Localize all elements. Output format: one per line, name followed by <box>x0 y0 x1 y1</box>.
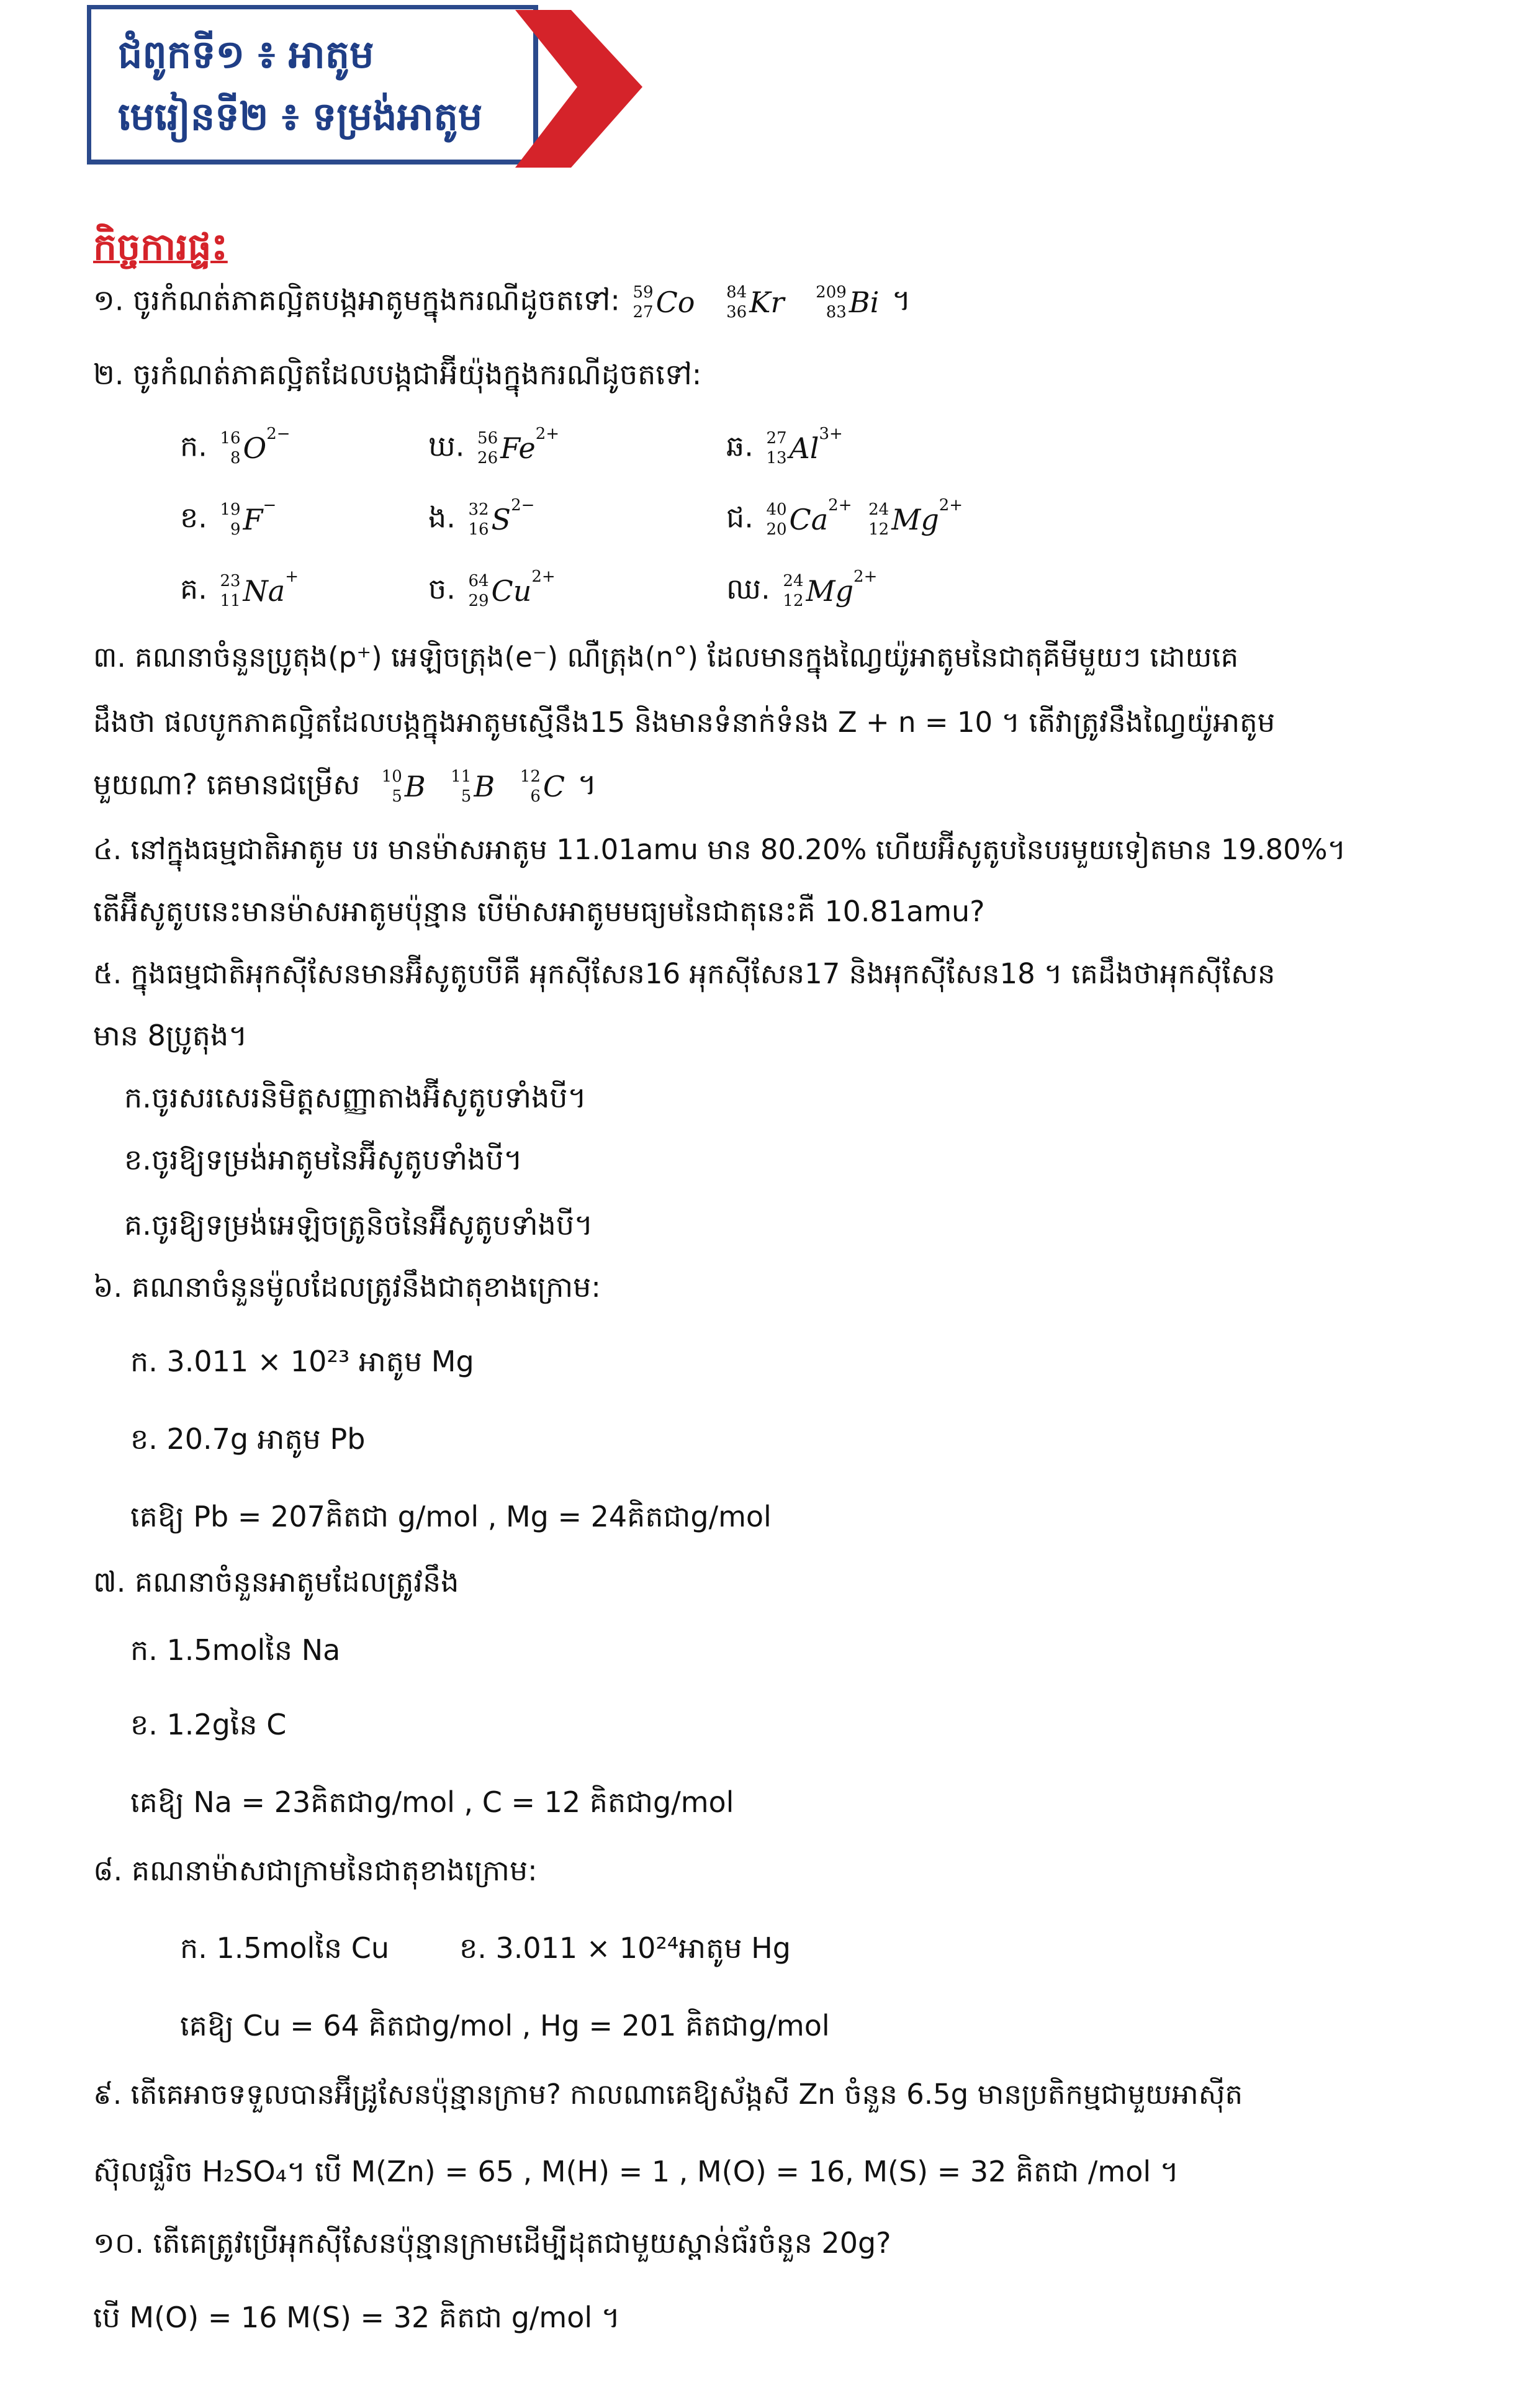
question-5-line-1: ៥. ក្នុងធម្មជាតិអុកស៊ីសែនមានអ៊ីសូតូបបីគឺ អុកស៊ីសែន16 អុកស៊ីសែន17 និងអុកស៊ីសែន18 ។ គេដឹងថាអុកស៊ីសែន <box>93 957 1276 990</box>
question-3-line-1: ៣. គណនាចំនួនប្រូតុង(p⁺) អេឡិចត្រុង(e⁻) ណឺត្រុង(n°) ដែលមានក្នុងណ្វៃយ៉ូអាតូមនៃជាតុគីមីមួយៗ ដោយគេ <box>93 641 1239 674</box>
question-7-a: ក. 1.5molនៃ Na <box>130 1633 341 1667</box>
question-6-b: ខ. 20.7g អាតូម Pb <box>130 1422 366 1456</box>
option-item: ខ. 19 9 F − <box>180 496 277 539</box>
option-item: ជ. 40 20 Ca 2+ 24 12 Mg 2+ <box>726 496 963 539</box>
question-7: ៧. គណនាចំនួនអាតូមដែលត្រូវនឹង <box>93 1565 459 1599</box>
option-item: ឈ. 24 12 Mg 2+ <box>726 567 878 610</box>
homework-heading: កិច្ចការផ្ទះ <box>93 225 228 269</box>
question-5-a: ក.ចូរសរសេរនិមិត្តសញ្ញាតាងអ៊ីសូតូបទាំងបី។ <box>124 1081 587 1114</box>
question-10-line-2: បើ M(O) = 16 M(S) = 32 គិតជា g/mol ។ <box>93 2301 621 2334</box>
question-4-line-2: តើអ៊ីសូតូបនេះមានម៉ាសអាតូមប៉ុន្មាន បើម៉ាសអាតូមមធ្យមនៃជាតុនេះគឺ 10.81amu? <box>93 895 985 928</box>
question-5-line-2: មាន 8ប្រូតុង។ <box>93 1019 248 1052</box>
question-6-given: គេឱ្យ Pb = 207គិតជា g/mol , Mg = 24គិតជាg/mol <box>130 1500 772 1533</box>
question-7-b: ខ. 1.2gនៃ C <box>130 1708 287 1741</box>
question-6-a: ក. 3.011 × 10²³ អាតូម Mg <box>130 1345 474 1378</box>
question-9-line-2: ស៊ុលផួរិច H₂SO₄។ បើ M(Zn) = 65 , M(H) = 1 , M(O) = 16, M(S) = 32 គិតជា /mol ។ <box>93 2155 1179 2188</box>
option-item: គ. 23 11 Na + <box>180 567 299 610</box>
option-item: ឃ. 56 26 Fe 2+ <box>428 425 560 467</box>
question-2: ២. ចូរកំណត់ភាគល្អិតដែលបង្កជាអ៊ីយ៉ុងក្នុងករណីដូចតទៅ: <box>93 358 702 391</box>
nuclide: 84 36 Kr <box>726 283 785 322</box>
question-10-line-1: ១០. តើគេត្រូវប្រើអុកស៊ីសែនប៉ុន្មានក្រាមដើម្បីដុតជាមួយស្ពាន់ធ័រចំនួន 20g? <box>93 2226 891 2260</box>
question-8: ៨. គណនាម៉ាសជាក្រាមនៃជាតុខាងក្រោម: <box>93 1854 538 1887</box>
chapter-title: ជំពូកទី១ ៖ អាតូម <box>118 32 374 77</box>
question-8-b: ខ. 3.011 × 10²⁴អាតូម Hg <box>459 1931 791 1965</box>
question-1-text: ១. ចូរកំណត់ភាគល្អិតបង្កអាតូមក្នុងករណីដូចតទៅ: <box>93 283 620 317</box>
lesson-title: មេរៀនទី២ ៖ ទម្រង់អាតូម <box>118 94 483 139</box>
question-6: ៦. គណនាចំនួនម៉ូលដែលត្រូវនឹងជាតុខាងក្រោម: <box>93 1270 601 1304</box>
option-item: ឆ. 27 13 Al 3+ <box>726 425 843 467</box>
option-item: ច. 64 29 Cu 2+ <box>428 567 556 610</box>
question-1: ១. ចូរកំណត់ភាគល្អិតបង្កអាតូមក្នុងករណីដូចតទៅ: 59 27 Co 84 36 Kr 209 83 Bi ។ <box>93 283 911 322</box>
question-4-line-1: ៤. នៅក្នុងធម្មជាតិអាតូម បរ មានម៉ាសអាតូម 11.01amu មាន 80.20% ហើយអ៊ីសូតូបនៃបរមួយទៀតមាន 19.80%។ <box>93 833 1346 866</box>
question-3-line-3: មួយណា? គេមានជម្រើស 10 5 B 11 5 B 12 6 C ។ <box>93 767 597 806</box>
question-5-c: គ.ចូរឱ្យទម្រង់អេឡិចត្រូនិចនៃអ៊ីសូតូបទាំងបី។ <box>124 1208 593 1242</box>
question-8-given: គេឱ្យ Cu = 64 គិតជាg/mol , Hg = 201 គិតជាg/mol <box>180 2009 830 2042</box>
option-item: ក. 16 8 O 2− <box>180 425 290 467</box>
nuclide: 59 27 Co <box>633 283 695 322</box>
banner-text <box>118 24 482 148</box>
question-3-line-2: ដឹងថា ផលបូកភាគល្អិតដែលបង្កក្នុងអាតូមស្មើនឹង15 និងមានទំនាក់ទំនង Z + n = 10 ។ តើវាត្រូវនឹងណ្វៃយ៉ូអាតូម <box>93 706 1276 739</box>
question-8-a: ក. 1.5molនៃ Cu <box>180 1931 390 1965</box>
question-9-line-1: ៩. តើគេអាចទទួលបានអ៊ីដ្រូសែនប៉ុន្មានក្រាម? កាលណាគេឱ្យស័ង្កសី Zn ចំនួន 6.5g មានប្រតិកម្មជាមួយអាស៊ីត <box>93 2078 1243 2111</box>
question-5-b: ខ.ចូរឱ្យទម្រង់អាតូមនៃអ៊ីសូតូបទាំងបី។ <box>124 1143 523 1176</box>
question-7-given: គេឱ្យ Na = 23គិតជាg/mol , C = 12 គិតជាg/mol <box>130 1785 734 1819</box>
option-item: ង. 32 16 S 2− <box>428 496 535 539</box>
nuclide: 209 83 Bi <box>816 283 880 322</box>
